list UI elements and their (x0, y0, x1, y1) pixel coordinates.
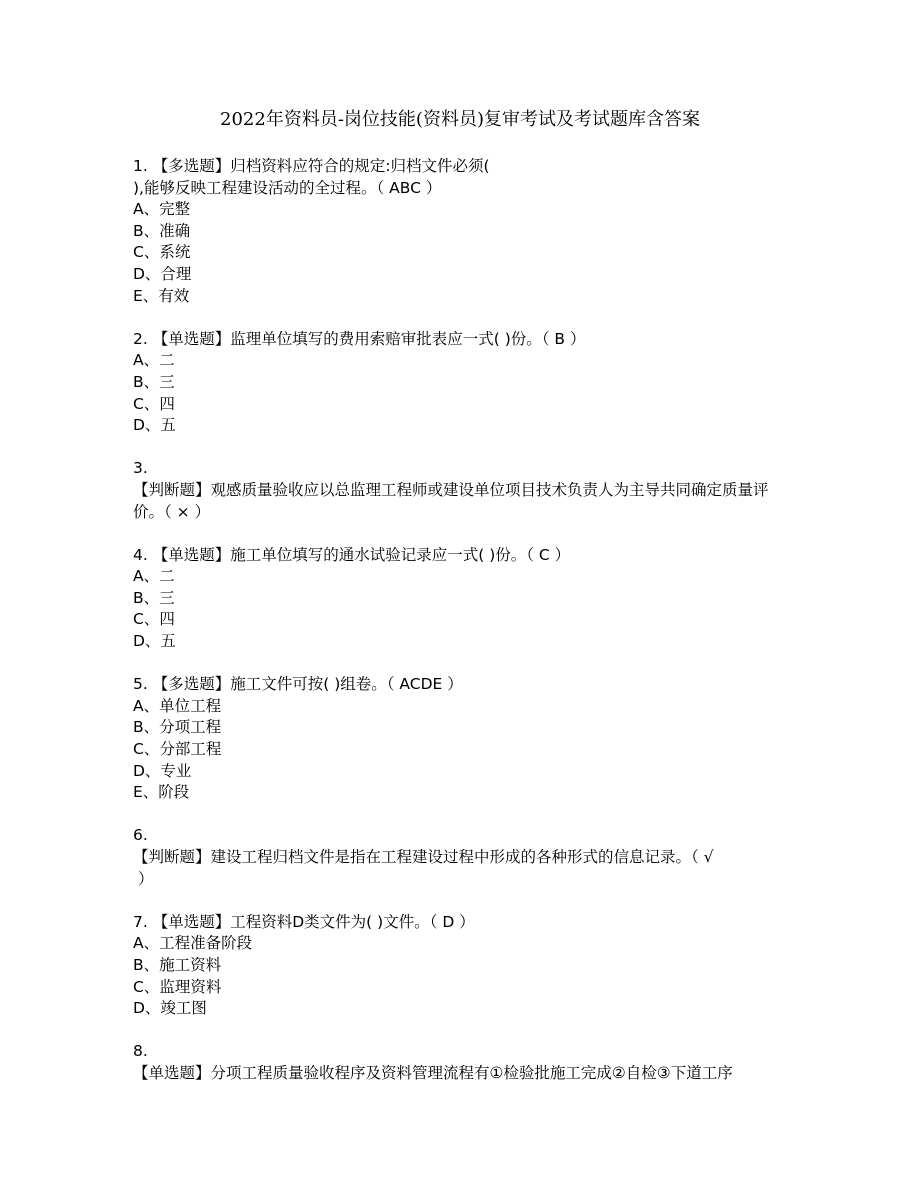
question-text: 6. 【判断题】建设工程归档文件是指在工程建设过程中形成的各种形式的信息记录。（ √ ） (133, 826, 714, 888)
question-text: 3. 【判断题】观感质量验收应以总监理工程师或建设单位项目技术负责人为主导共同确定质量评价。（ × ） (133, 459, 769, 521)
question-text: 2. 【单选题】监理单位填写的费用索赔审批表应一式( )份。（ B ） (133, 329, 586, 348)
question-6 (133, 825, 793, 890)
option: C、监理资料 (133, 977, 222, 996)
option: D、竣工图 (133, 999, 207, 1018)
question-list (133, 156, 793, 1106)
question-5 (133, 674, 793, 804)
option: D、合理 (133, 264, 192, 283)
option: B、准确 (133, 221, 191, 240)
page-title: 2022年资料员-岗位技能(资料员)复审考试及考试题库含答案 (220, 109, 700, 130)
option: A、单位工程 (133, 696, 222, 715)
option: C、四 (133, 394, 175, 413)
option: C、四 (133, 610, 175, 629)
option: C、系统 (133, 243, 191, 262)
option: D、五 (133, 416, 176, 435)
question-text: 5. 【多选题】施工文件可按( )组卷。（ ACDE ） (133, 675, 463, 694)
option: D、专业 (133, 761, 192, 780)
option: A、二 (133, 351, 175, 370)
question-text: 7. 【单选题】工程资料D类文件为( )文件。（ D ） (133, 912, 475, 931)
question-2 (133, 329, 793, 437)
option: E、有效 (133, 286, 190, 305)
option: A、二 (133, 567, 175, 586)
question-3 (133, 458, 793, 523)
option: D、五 (133, 632, 176, 651)
option: A、工程准备阶段 (133, 934, 253, 953)
question-text: 8. 【单选题】分项工程质量验收程序及资料管理流程有①检验批施工完成②自检③下道工序 (133, 1042, 733, 1082)
option: B、施工资料 (133, 955, 222, 974)
option: C、分部工程 (133, 740, 222, 759)
question-4 (133, 545, 793, 653)
option: A、完整 (133, 200, 191, 219)
question-7 (133, 912, 793, 1020)
option: B、三 (133, 588, 175, 607)
question-text: 1. 【多选题】归档资料应符合的规定:归档文件必须( ),能够反映工程建设活动的全过程。（ ABC ） (133, 157, 490, 197)
option: B、分项工程 (133, 718, 222, 737)
question-text: 4. 【单选题】施工单位填写的通水试验记录应一式( )份。（ C ） (133, 545, 571, 564)
option: E、阶段 (133, 783, 190, 802)
option: B、三 (133, 372, 175, 391)
question-8 (133, 1041, 793, 1084)
question-1 (133, 156, 793, 307)
